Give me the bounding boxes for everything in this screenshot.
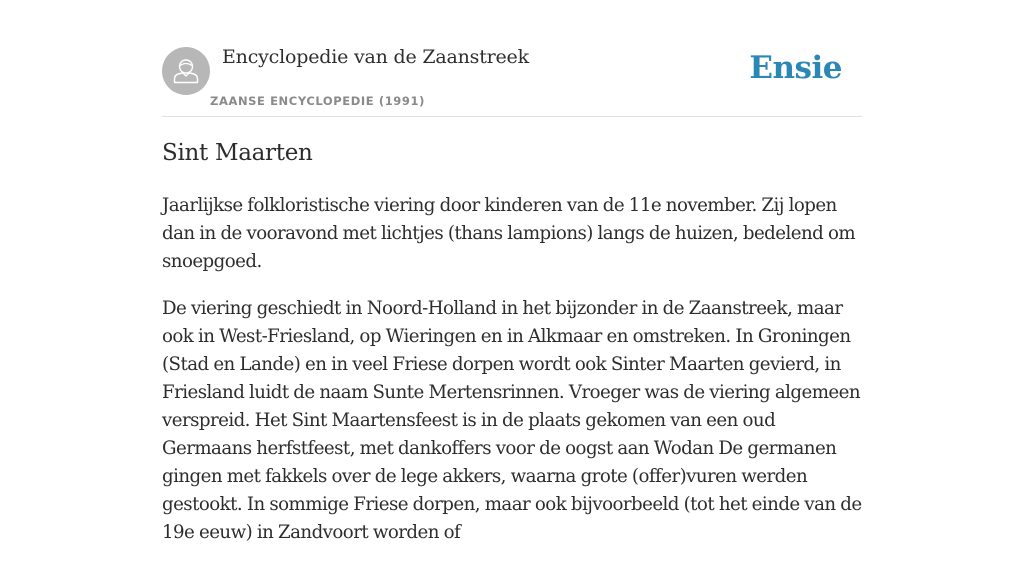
source-subtitle[interactable]: ZAANSE ENCYCLOPEDIE (1991) (210, 94, 425, 108)
source-title[interactable]: Encyclopedie van de Zaanstreek (222, 46, 529, 68)
article-paragraph: Jaarlijkse folkloristische viering door kinderen van de 11e november. Zij lopen dan in de vooravond met lichtjes (thans lampions) langs de huizen, bedelend om snoepgoed. (162, 195, 856, 272)
source-avatar[interactable] (162, 47, 210, 95)
source-header (162, 0, 862, 117)
article-body (162, 192, 868, 566)
brand-logo[interactable]: Ensie (749, 50, 842, 86)
article-paragraph: De viering geschiedt in Noord-Holland in het bijzonder in de Zaanstreek, maar ook in West-Friesland, op Wieringen en in Alkmaar en omstreken. In Groningen (Stad en Lande) en in veel Friese dorpen wordt ook Sinter Maarten gevierd, in Friesland luidt de naam Sunte Mertensrinnen. Vroeger was de viering algemeen verspreid. Het Sint Maartensfeest is in de plaats gekomen van een oud Germaans herfstfeest, met dankoffers voor de oogst aan Wodan De germanen gingen met fakkels over de lege akkers, waarna grote (offer)vuren werden gestookt. In sommige Friese dorpen, maar ook bijvoorbeeld (tot het einde van de 19e eeuw) in Zandvoort worden of (162, 298, 862, 543)
user-icon (162, 47, 210, 95)
article-title: Sint Maarten (162, 140, 313, 166)
